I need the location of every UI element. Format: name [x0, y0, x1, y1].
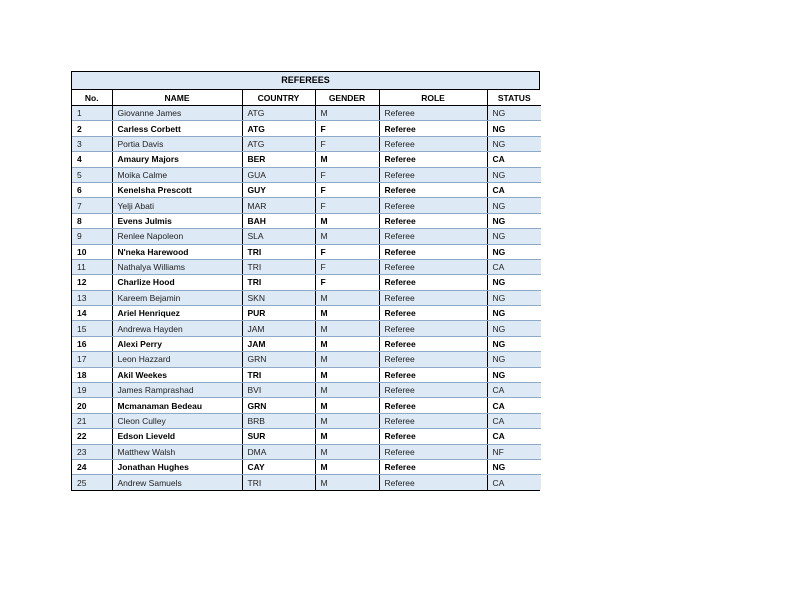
cell-name: Giovanne James — [112, 106, 242, 121]
cell-country: BRB — [242, 413, 315, 428]
cell-role: Referee — [379, 367, 487, 382]
cell-gender: M — [315, 383, 379, 398]
cell-no: 6 — [72, 182, 112, 197]
cell-no: 19 — [72, 383, 112, 398]
cell-status: NG — [487, 229, 541, 244]
table-row — [72, 167, 541, 182]
cell-country: MAR — [242, 198, 315, 213]
table-row — [72, 182, 541, 197]
cell-no: 25 — [72, 475, 112, 490]
cell-status: CA — [487, 259, 541, 274]
cell-role: Referee — [379, 336, 487, 351]
cell-no: 21 — [72, 413, 112, 428]
cell-name: Alexi Perry — [112, 336, 242, 351]
cell-name: Amaury Majors — [112, 152, 242, 167]
table-row — [72, 136, 541, 151]
cell-no: 20 — [72, 398, 112, 413]
table-row — [72, 321, 541, 336]
column-header-country: COUNTRY — [242, 90, 315, 106]
cell-name: Jonathan Hughes — [112, 459, 242, 474]
cell-country: GUA — [242, 167, 315, 182]
table-row — [72, 352, 541, 367]
cell-status: CA — [487, 475, 541, 490]
cell-gender: M — [315, 398, 379, 413]
cell-country: BAH — [242, 213, 315, 228]
cell-name: Evens Julmis — [112, 213, 242, 228]
cell-country: ATG — [242, 121, 315, 136]
table-row — [72, 306, 541, 321]
column-header-status: STATUS — [487, 90, 541, 106]
cell-country: JAM — [242, 336, 315, 351]
table-row — [72, 290, 541, 305]
cell-no: 16 — [72, 336, 112, 351]
cell-gender: M — [315, 413, 379, 428]
referees-table — [71, 71, 540, 491]
cell-role: Referee — [379, 306, 487, 321]
cell-gender: M — [315, 290, 379, 305]
cell-role: Referee — [379, 475, 487, 490]
table-row — [72, 229, 541, 244]
cell-no: 14 — [72, 306, 112, 321]
cell-gender: F — [315, 244, 379, 259]
cell-no: 8 — [72, 213, 112, 228]
cell-no: 18 — [72, 367, 112, 382]
cell-no: 24 — [72, 459, 112, 474]
table-row — [72, 413, 541, 428]
cell-role: Referee — [379, 182, 487, 197]
cell-status: NF — [487, 444, 541, 459]
cell-country: SKN — [242, 290, 315, 305]
cell-no: 5 — [72, 167, 112, 182]
cell-name: Charlize Hood — [112, 275, 242, 290]
cell-gender: F — [315, 259, 379, 274]
cell-no: 7 — [72, 198, 112, 213]
cell-country: GUY — [242, 182, 315, 197]
cell-name: James Ramprashad — [112, 383, 242, 398]
cell-status: NG — [487, 367, 541, 382]
cell-name: Mcmanaman Bedeau — [112, 398, 242, 413]
cell-status: NG — [487, 352, 541, 367]
cell-no: 17 — [72, 352, 112, 367]
cell-status: CA — [487, 182, 541, 197]
cell-name: N'neka Harewood — [112, 244, 242, 259]
cell-country: TRI — [242, 275, 315, 290]
cell-name: Yelji Abati — [112, 198, 242, 213]
cell-name: Akil Weekes — [112, 367, 242, 382]
cell-role: Referee — [379, 259, 487, 274]
cell-status: NG — [487, 198, 541, 213]
table-row — [72, 383, 541, 398]
cell-role: Referee — [379, 352, 487, 367]
cell-country: TRI — [242, 367, 315, 382]
cell-country: GRN — [242, 352, 315, 367]
cell-name: Moika Calme — [112, 167, 242, 182]
table-row — [72, 275, 541, 290]
cell-gender: F — [315, 198, 379, 213]
cell-gender: F — [315, 167, 379, 182]
cell-status: CA — [487, 413, 541, 428]
cell-no: 12 — [72, 275, 112, 290]
cell-no: 1 — [72, 106, 112, 121]
table-row — [72, 213, 541, 228]
cell-role: Referee — [379, 413, 487, 428]
cell-gender: M — [315, 152, 379, 167]
cell-name: Renlee Napoleon — [112, 229, 242, 244]
cell-status: CA — [487, 429, 541, 444]
cell-no: 23 — [72, 444, 112, 459]
table-title: REFEREES — [72, 72, 539, 90]
cell-name: Andrew Samuels — [112, 475, 242, 490]
cell-status: NG — [487, 167, 541, 182]
cell-role: Referee — [379, 383, 487, 398]
cell-country: GRN — [242, 398, 315, 413]
cell-country: DMA — [242, 444, 315, 459]
cell-country: BER — [242, 152, 315, 167]
cell-country: TRI — [242, 244, 315, 259]
cell-name: Carless Corbett — [112, 121, 242, 136]
table-row — [72, 429, 541, 444]
cell-gender: M — [315, 429, 379, 444]
cell-name: Cleon Culley — [112, 413, 242, 428]
cell-name: Kareem Bejamin — [112, 290, 242, 305]
cell-status: NG — [487, 290, 541, 305]
header-row — [72, 90, 541, 106]
cell-name: Leon Hazzard — [112, 352, 242, 367]
cell-gender: M — [315, 106, 379, 121]
cell-name: Andrewa Hayden — [112, 321, 242, 336]
cell-gender: M — [315, 213, 379, 228]
cell-status: NG — [487, 459, 541, 474]
cell-role: Referee — [379, 459, 487, 474]
table-row — [72, 121, 541, 136]
cell-no: 13 — [72, 290, 112, 305]
table-row — [72, 106, 541, 121]
cell-country: SUR — [242, 429, 315, 444]
cell-gender: M — [315, 444, 379, 459]
cell-country: ATG — [242, 106, 315, 121]
cell-status: NG — [487, 321, 541, 336]
cell-role: Referee — [379, 244, 487, 259]
column-header-role: ROLE — [379, 90, 487, 106]
column-header-name: NAME — [112, 90, 242, 106]
cell-gender: M — [315, 321, 379, 336]
cell-gender: F — [315, 121, 379, 136]
table-row — [72, 475, 541, 490]
cell-gender: M — [315, 352, 379, 367]
cell-name: Edson Lieveld — [112, 429, 242, 444]
cell-name: Kenelsha Prescott — [112, 182, 242, 197]
cell-country: CAY — [242, 459, 315, 474]
cell-role: Referee — [379, 229, 487, 244]
cell-country: BVI — [242, 383, 315, 398]
cell-role: Referee — [379, 198, 487, 213]
cell-no: 11 — [72, 259, 112, 274]
cell-no: 2 — [72, 121, 112, 136]
cell-role: Referee — [379, 213, 487, 228]
cell-role: Referee — [379, 106, 487, 121]
cell-name: Ariel Henriquez — [112, 306, 242, 321]
cell-no: 10 — [72, 244, 112, 259]
cell-gender: M — [315, 367, 379, 382]
cell-status: NG — [487, 336, 541, 351]
cell-gender: M — [315, 306, 379, 321]
cell-no: 9 — [72, 229, 112, 244]
cell-role: Referee — [379, 121, 487, 136]
cell-status: CA — [487, 398, 541, 413]
table-row — [72, 198, 541, 213]
cell-no: 22 — [72, 429, 112, 444]
cell-country: TRI — [242, 259, 315, 274]
cell-gender: F — [315, 182, 379, 197]
cell-country: PUR — [242, 306, 315, 321]
cell-status: NG — [487, 306, 541, 321]
cell-status: CA — [487, 383, 541, 398]
cell-status: NG — [487, 136, 541, 151]
cell-role: Referee — [379, 167, 487, 182]
cell-country: TRI — [242, 475, 315, 490]
cell-gender: M — [315, 459, 379, 474]
table-row — [72, 459, 541, 474]
column-header-no: No. — [72, 90, 112, 106]
table-row — [72, 398, 541, 413]
cell-no: 3 — [72, 136, 112, 151]
table-row — [72, 367, 541, 382]
table-row — [72, 259, 541, 274]
cell-role: Referee — [379, 152, 487, 167]
referees-grid — [72, 90, 541, 490]
cell-status: NG — [487, 244, 541, 259]
cell-name: Portia Davis — [112, 136, 242, 151]
table-row — [72, 336, 541, 351]
cell-country: SLA — [242, 229, 315, 244]
cell-gender: F — [315, 275, 379, 290]
cell-role: Referee — [379, 321, 487, 336]
cell-status: NG — [487, 275, 541, 290]
cell-name: Nathalya Williams — [112, 259, 242, 274]
cell-role: Referee — [379, 136, 487, 151]
cell-gender: F — [315, 136, 379, 151]
cell-gender: M — [315, 229, 379, 244]
table-row — [72, 444, 541, 459]
cell-no: 4 — [72, 152, 112, 167]
cell-gender: M — [315, 475, 379, 490]
cell-role: Referee — [379, 275, 487, 290]
cell-role: Referee — [379, 444, 487, 459]
cell-role: Referee — [379, 290, 487, 305]
cell-no: 15 — [72, 321, 112, 336]
cell-role: Referee — [379, 398, 487, 413]
cell-status: CA — [487, 152, 541, 167]
cell-status: NG — [487, 121, 541, 136]
cell-status: NG — [487, 213, 541, 228]
table-row — [72, 152, 541, 167]
cell-name: Matthew Walsh — [112, 444, 242, 459]
table-row — [72, 244, 541, 259]
cell-country: JAM — [242, 321, 315, 336]
cell-status: NG — [487, 106, 541, 121]
cell-role: Referee — [379, 429, 487, 444]
column-header-gender: GENDER — [315, 90, 379, 106]
cell-gender: M — [315, 336, 379, 351]
cell-country: ATG — [242, 136, 315, 151]
